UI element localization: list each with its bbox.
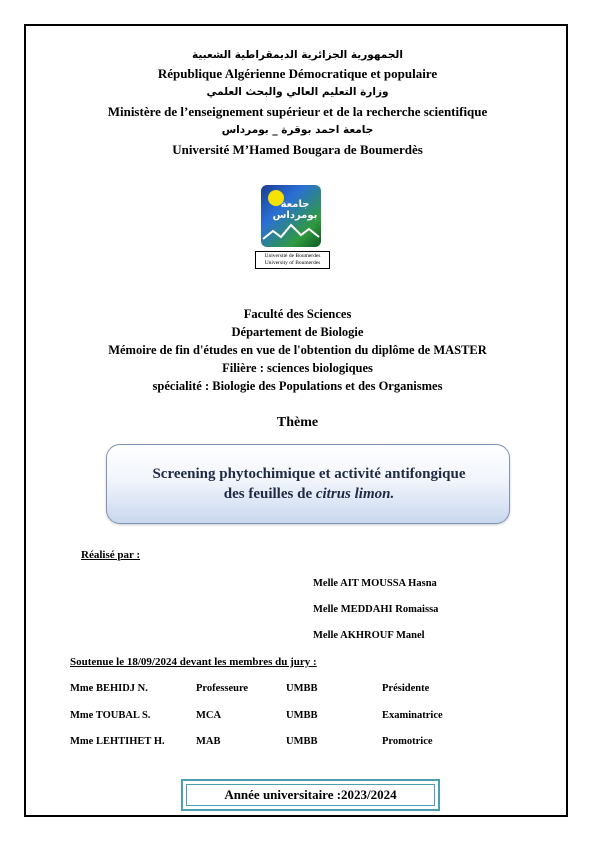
- header-republic: République Algérienne Démocratique et populaire: [157, 66, 438, 81]
- theme-title-line2: [107, 486, 511, 503]
- speciality-name: spécialité : Biologie des Populations et des Organismes: [152, 379, 443, 393]
- faculty-name: Faculté des Sciences: [243, 307, 352, 321]
- mountain-icon: [261, 219, 321, 247]
- jury-member-role: Examinatrice: [382, 710, 443, 721]
- jury-member-role: Promotrice: [382, 736, 433, 747]
- header-arabic-republic: الجمهورية الجزائرية الديمقراطية الشعبية: [192, 49, 403, 61]
- academic-year: Année universitaire :2023/2024: [186, 784, 435, 806]
- logo-emblem: [261, 185, 321, 247]
- department-name: Département de Biologie: [231, 325, 364, 339]
- jury-member-grade: Professeure: [196, 683, 249, 694]
- header-ministry: Ministère de l’enseignement supérieur et de la recherche scientifique: [107, 104, 488, 119]
- jury-label: Soutenue le 18/09/2024 devant les membres du jury :: [70, 656, 317, 668]
- theme-title-box: [106, 444, 510, 524]
- authors-label: Réalisé par :: [81, 549, 141, 561]
- university-logo: [245, 183, 338, 273]
- logo-caption-fr: Université de Boumerdes: [264, 253, 321, 259]
- author-name: Melle AKHROUF Manel: [313, 630, 425, 641]
- jury-member-name: Mme TOUBAL S.: [70, 710, 151, 721]
- jury-member-institution: UMBB: [286, 736, 318, 747]
- jury-member-role: Présidente: [382, 683, 430, 694]
- jury-member-institution: UMBB: [286, 683, 318, 694]
- author-name: Melle MEDDAHI Romaissa: [313, 604, 439, 615]
- logo-caption: [255, 251, 330, 269]
- jury-member-name: Mme BEHIDJ N.: [70, 683, 148, 694]
- jury-member-name: Mme LEHTIHET H.: [70, 736, 165, 747]
- jury-member-grade: MCA: [196, 710, 222, 721]
- logo-arabic-text: جامعة بومرداس: [272, 199, 318, 221]
- theme-title-line1: Screening phytochimique et activité antifongique: [152, 466, 466, 482]
- logo-caption-en: University of Boumerdes: [264, 260, 321, 266]
- theme-title-species: citrus limon.: [315, 486, 395, 502]
- author-name: Melle AIT MOUSSA Hasna: [313, 578, 437, 589]
- header-arabic-university: جامعة احمد بوقرة _ بومرداس: [221, 124, 374, 136]
- header-arabic-ministry: وزارة التعليم العالي والبحث العلمي: [206, 86, 389, 98]
- theme-title-prefix: des feuilles de: [223, 486, 316, 502]
- theme-heading: Thème: [276, 415, 319, 430]
- thesis-description: Mémoire de fin d'études en vue de l'obtention du diplôme de MASTER: [108, 343, 487, 357]
- jury-member-institution: UMBB: [286, 710, 318, 721]
- header-university: Université M’Hamed Bougara de Boumerdès: [172, 142, 423, 157]
- jury-member-grade: MAB: [196, 736, 221, 747]
- academic-year-box: [181, 779, 440, 811]
- field-name: Filière : sciences biologiques: [222, 361, 373, 375]
